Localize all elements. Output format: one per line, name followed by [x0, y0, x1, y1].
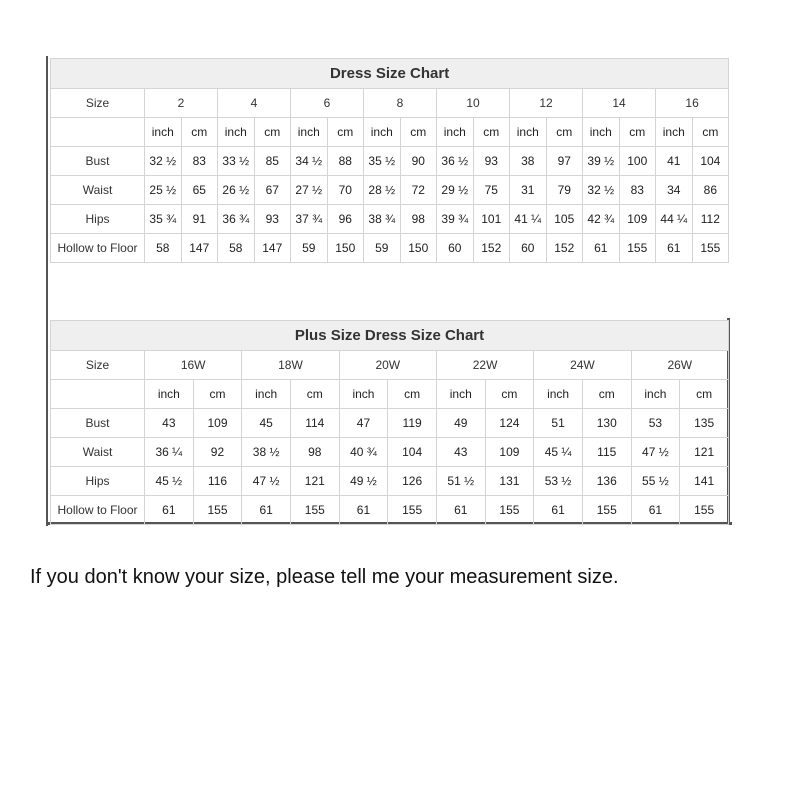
measurement-value: 61: [145, 496, 194, 525]
measurement-value: 126: [388, 467, 437, 496]
measurement-value: 119: [388, 409, 437, 438]
size-header-label: Size: [51, 89, 145, 118]
unit-header-row: [51, 118, 729, 147]
measurement-row: [51, 176, 729, 205]
chart-title: Dress Size Chart: [51, 59, 729, 89]
measurement-value: 101: [473, 205, 510, 234]
measurement-value: 88: [327, 147, 364, 176]
measurement-value: 58: [145, 234, 182, 263]
measurement-row: [51, 496, 729, 525]
measurement-value: 150: [400, 234, 437, 263]
measurement-value: 60: [510, 234, 547, 263]
measurement-value: 116: [193, 467, 242, 496]
measurement-row: [51, 234, 729, 263]
measurement-value: 49: [436, 409, 485, 438]
size-column-header: 4: [218, 89, 291, 118]
measurement-value: 49 ½: [339, 467, 388, 496]
measurement-label: Hips: [51, 205, 145, 234]
unit-inch-header: inch: [656, 118, 693, 147]
measurement-value: 53 ½: [534, 467, 583, 496]
measurement-value: 47 ½: [631, 438, 680, 467]
measurement-value: 98: [290, 438, 339, 467]
measurement-value: 47 ½: [242, 467, 291, 496]
unit-inch-header: inch: [510, 118, 547, 147]
measurement-value: 61: [631, 496, 680, 525]
measurement-value: 90: [400, 147, 437, 176]
unit-cm-header: cm: [692, 118, 729, 147]
dress-size-chart: [50, 58, 729, 263]
measurement-value: 70: [327, 176, 364, 205]
measurement-value: 105: [546, 205, 583, 234]
measurement-value: 59: [364, 234, 401, 263]
measurement-value: 155: [290, 496, 339, 525]
measurement-value: 35 ¾: [145, 205, 182, 234]
measurement-value: 91: [181, 205, 218, 234]
measurement-value: 45 ½: [145, 467, 194, 496]
measurement-value: 72: [400, 176, 437, 205]
measurement-value: 131: [485, 467, 534, 496]
unit-inch-header: inch: [583, 118, 620, 147]
measurement-value: 61: [436, 496, 485, 525]
size-column-header: 26W: [631, 351, 728, 380]
measurement-value: 155: [485, 496, 534, 525]
measurement-value: 59: [291, 234, 328, 263]
measurement-value: 96: [327, 205, 364, 234]
chart-title-row: [51, 59, 729, 89]
measurement-row: [51, 205, 729, 234]
measurement-value: 98: [400, 205, 437, 234]
measurement-value: 31: [510, 176, 547, 205]
measurement-row: [51, 467, 729, 496]
size-column-header: 24W: [534, 351, 631, 380]
size-column-header: 18W: [242, 351, 339, 380]
size-column-header: 16W: [145, 351, 242, 380]
measurement-value: 61: [242, 496, 291, 525]
size-column-header: 12: [510, 89, 583, 118]
measurement-value: 25 ½: [145, 176, 182, 205]
measurement-value: 109: [485, 438, 534, 467]
measurement-label: Bust: [51, 147, 145, 176]
size-column-header: 8: [364, 89, 437, 118]
unit-cm-header: cm: [619, 118, 656, 147]
unit-header-row: [51, 380, 729, 409]
unit-inch-header: inch: [437, 118, 474, 147]
measurement-value: 150: [327, 234, 364, 263]
measurement-value: 100: [619, 147, 656, 176]
measurement-value: 36 ¼: [145, 438, 194, 467]
unit-inch-header: inch: [534, 380, 583, 409]
measurement-value: 27 ½: [291, 176, 328, 205]
measurement-value: 61: [339, 496, 388, 525]
measurement-value: 43: [436, 438, 485, 467]
measurement-value: 155: [619, 234, 656, 263]
measurement-value: 93: [473, 147, 510, 176]
measurement-value: 147: [181, 234, 218, 263]
unit-cm-header: cm: [680, 380, 729, 409]
measurement-value: 155: [193, 496, 242, 525]
measurement-value: 41: [656, 147, 693, 176]
measurement-value: 32 ½: [583, 176, 620, 205]
measurement-value: 86: [692, 176, 729, 205]
measurement-value: 79: [546, 176, 583, 205]
measurement-value: 38 ½: [242, 438, 291, 467]
measurement-value: 130: [582, 409, 631, 438]
measurement-value: 65: [181, 176, 218, 205]
measurement-value: 26 ½: [218, 176, 255, 205]
measurement-value: 115: [582, 438, 631, 467]
measurement-value: 155: [388, 496, 437, 525]
unit-cm-header: cm: [546, 118, 583, 147]
measurement-value: 61: [583, 234, 620, 263]
unit-cm-header: cm: [254, 118, 291, 147]
chart-title: Plus Size Dress Size Chart: [51, 321, 729, 351]
unit-inch-header: inch: [145, 118, 182, 147]
unit-inch-header: inch: [218, 118, 255, 147]
measurement-value: 35 ½: [364, 147, 401, 176]
unit-cm-header: cm: [193, 380, 242, 409]
measurement-row: [51, 438, 729, 467]
unit-inch-header: inch: [364, 118, 401, 147]
measurement-value: 37 ¾: [291, 205, 328, 234]
unit-inch-header: inch: [242, 380, 291, 409]
measurement-value: 61: [534, 496, 583, 525]
measurement-label: Waist: [51, 438, 145, 467]
measurement-value: 39 ¾: [437, 205, 474, 234]
measurement-value: 121: [680, 438, 729, 467]
measurement-value: 42 ¾: [583, 205, 620, 234]
unit-header-blank: [51, 380, 145, 409]
measurement-label: Hips: [51, 467, 145, 496]
measurement-value: 104: [388, 438, 437, 467]
measurement-value: 40 ¾: [339, 438, 388, 467]
unit-inch-header: inch: [145, 380, 194, 409]
unit-header-blank: [51, 118, 145, 147]
measurement-value: 61: [656, 234, 693, 263]
measurement-value: 104: [692, 147, 729, 176]
size-header-row: [51, 89, 729, 118]
measurement-value: 97: [546, 147, 583, 176]
measurement-value: 29 ½: [437, 176, 474, 205]
measurement-value: 51 ½: [436, 467, 485, 496]
measurement-value: 155: [582, 496, 631, 525]
measurement-value: 44 ¼: [656, 205, 693, 234]
measurement-value: 85: [254, 147, 291, 176]
size-column-header: 2: [145, 89, 218, 118]
unit-cm-header: cm: [388, 380, 437, 409]
measurement-value: 92: [193, 438, 242, 467]
unit-cm-header: cm: [582, 380, 631, 409]
unit-inch-header: inch: [631, 380, 680, 409]
measurement-value: 45: [242, 409, 291, 438]
plus-size-dress-size-chart: [50, 320, 729, 525]
measurement-value: 28 ½: [364, 176, 401, 205]
unit-cm-header: cm: [400, 118, 437, 147]
measurement-value: 32 ½: [145, 147, 182, 176]
measurement-label: Hollow to Floor: [51, 496, 145, 525]
unit-cm-header: cm: [290, 380, 339, 409]
measurement-value: 60: [437, 234, 474, 263]
measurement-value: 155: [680, 496, 729, 525]
size-column-header: 10: [437, 89, 510, 118]
size-header-row: [51, 351, 729, 380]
measurement-value: 155: [692, 234, 729, 263]
size-column-header: 16: [656, 89, 729, 118]
measurement-value: 58: [218, 234, 255, 263]
measurement-value: 34: [656, 176, 693, 205]
unit-cm-header: cm: [485, 380, 534, 409]
measurement-value: 152: [473, 234, 510, 263]
measurement-value: 83: [619, 176, 656, 205]
measurement-row: [51, 147, 729, 176]
measurement-value: 135: [680, 409, 729, 438]
measurement-value: 136: [582, 467, 631, 496]
measurement-value: 152: [546, 234, 583, 263]
unit-inch-header: inch: [291, 118, 328, 147]
chart-title-row: [51, 321, 729, 351]
measurement-value: 53: [631, 409, 680, 438]
measurement-value: 36 ¾: [218, 205, 255, 234]
measurement-value: 141: [680, 467, 729, 496]
measurement-value: 45 ¼: [534, 438, 583, 467]
measurement-value: 114: [290, 409, 339, 438]
measurement-value: 55 ½: [631, 467, 680, 496]
measurement-value: 38 ¾: [364, 205, 401, 234]
measurement-value: 124: [485, 409, 534, 438]
measurement-row: [51, 409, 729, 438]
size-column-header: 14: [583, 89, 656, 118]
size-column-header: 6: [291, 89, 364, 118]
measurement-value: 47: [339, 409, 388, 438]
size-column-header: 20W: [339, 351, 436, 380]
measurement-value: 93: [254, 205, 291, 234]
measurement-value: 43: [145, 409, 194, 438]
unit-inch-header: inch: [339, 380, 388, 409]
measurement-value: 41 ¼: [510, 205, 547, 234]
measurement-value: 51: [534, 409, 583, 438]
measurement-value: 39 ½: [583, 147, 620, 176]
measurement-value: 38: [510, 147, 547, 176]
measurement-value: 112: [692, 205, 729, 234]
measurement-label: Bust: [51, 409, 145, 438]
measurement-value: 75: [473, 176, 510, 205]
measurement-value: 147: [254, 234, 291, 263]
size-column-header: 22W: [436, 351, 533, 380]
measurement-value: 36 ½: [437, 147, 474, 176]
measurement-value: 109: [619, 205, 656, 234]
measurement-note: If you don't know your size, please tell me your measurement size.: [30, 566, 619, 588]
measurement-value: 121: [290, 467, 339, 496]
measurement-value: 67: [254, 176, 291, 205]
measurement-label: Hollow to Floor: [51, 234, 145, 263]
measurement-label: Waist: [51, 176, 145, 205]
size-header-label: Size: [51, 351, 145, 380]
unit-cm-header: cm: [327, 118, 364, 147]
measurement-value: 83: [181, 147, 218, 176]
unit-inch-header: inch: [436, 380, 485, 409]
measurement-value: 34 ½: [291, 147, 328, 176]
unit-cm-header: cm: [473, 118, 510, 147]
unit-cm-header: cm: [181, 118, 218, 147]
measurement-value: 109: [193, 409, 242, 438]
measurement-value: 33 ½: [218, 147, 255, 176]
